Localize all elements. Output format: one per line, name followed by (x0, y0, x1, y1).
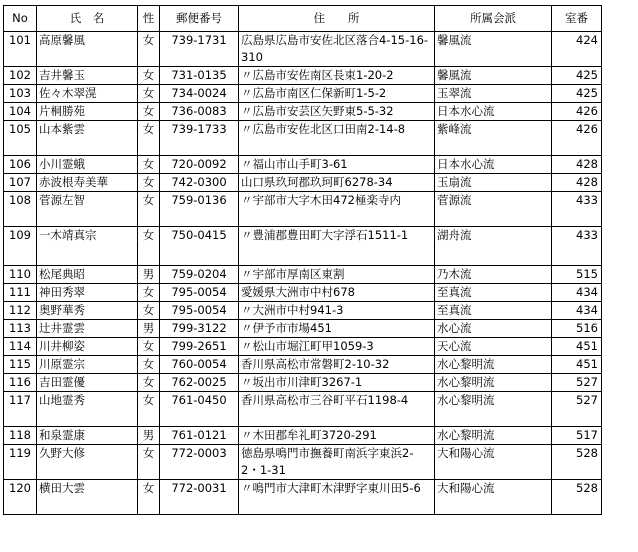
cell-sex: 女 (138, 227, 160, 266)
cell-room: 425 (552, 67, 602, 85)
cell-no: 117 (4, 392, 37, 427)
cell-name: 神田秀翠 (37, 284, 138, 302)
cell-address: 香川県高松市三谷町平石1198-4 (239, 392, 435, 427)
cell-room: 426 (552, 121, 602, 156)
cell-room: 433 (552, 192, 602, 227)
cell-name: 山本紫雲 (37, 121, 138, 156)
cell-no: 113 (4, 320, 37, 338)
cell-group: 天心流 (435, 338, 552, 356)
cell-zip: 731-0135 (160, 67, 239, 85)
cell-sex: 男 (138, 427, 160, 445)
cell-sex: 女 (138, 121, 160, 156)
cell-zip: 750-0415 (160, 227, 239, 266)
cell-address: 愛媛県大洲市中村678 (239, 284, 435, 302)
cell-name: 一木靖真宗 (37, 227, 138, 266)
cell-group: 馨風流 (435, 67, 552, 85)
cell-room: 451 (552, 338, 602, 356)
cell-group: 水心流 (435, 320, 552, 338)
cell-name: 山地霊秀 (37, 392, 138, 427)
cell-group: 水心黎明流 (435, 356, 552, 374)
cell-no: 120 (4, 480, 37, 515)
cell-sex: 女 (138, 156, 160, 174)
cell-room: 451 (552, 356, 602, 374)
cell-sex: 男 (138, 320, 160, 338)
cell-address: 〃松山市堀江町甲1059-3 (239, 338, 435, 356)
cell-group: 菅源流 (435, 192, 552, 227)
table-row (4, 192, 602, 227)
member-directory (3, 5, 602, 515)
cell-address: 〃木田郡牟礼町3720-291 (239, 427, 435, 445)
cell-group: 至真流 (435, 302, 552, 320)
cell-zip: 734-0024 (160, 85, 239, 103)
table-row (4, 302, 602, 320)
cell-name: 吉井馨玉 (37, 67, 138, 85)
cell-no: 108 (4, 192, 37, 227)
cell-zip: 720-0092 (160, 156, 239, 174)
cell-no: 118 (4, 427, 37, 445)
cell-no: 110 (4, 266, 37, 284)
cell-room: 433 (552, 227, 602, 266)
cell-group: 紫峰流 (435, 121, 552, 156)
cell-sex: 女 (138, 32, 160, 67)
cell-zip: 759-0204 (160, 266, 239, 284)
cell-no: 119 (4, 445, 37, 480)
cell-name: 川原霊宗 (37, 356, 138, 374)
cell-room: 527 (552, 392, 602, 427)
table-row (4, 445, 602, 480)
cell-name: 奥野華秀 (37, 302, 138, 320)
cell-name: 赤波根寿美華 (37, 174, 138, 192)
table-row (4, 392, 602, 427)
cell-no: 106 (4, 156, 37, 174)
cell-sex: 女 (138, 480, 160, 515)
cell-zip: 742-0300 (160, 174, 239, 192)
cell-name: 小川霊蛾 (37, 156, 138, 174)
cell-address: 徳島県鳴門市撫養町南浜字東浜2-2・1-31 (239, 445, 435, 480)
cell-sex: 女 (138, 85, 160, 103)
header-sex: 性 (138, 6, 160, 32)
cell-no: 105 (4, 121, 37, 156)
header-address: 住 所 (239, 6, 435, 32)
cell-sex: 女 (138, 174, 160, 192)
cell-sex: 女 (138, 192, 160, 227)
cell-no: 115 (4, 356, 37, 374)
cell-room: 425 (552, 85, 602, 103)
cell-group: 至真流 (435, 284, 552, 302)
cell-no: 101 (4, 32, 37, 67)
cell-sex: 女 (138, 302, 160, 320)
header-group: 所属会派 (435, 6, 552, 32)
cell-no: 107 (4, 174, 37, 192)
cell-no: 116 (4, 374, 37, 392)
cell-room: 424 (552, 32, 602, 67)
header-row (4, 6, 602, 32)
cell-sex: 女 (138, 392, 160, 427)
cell-room: 516 (552, 320, 602, 338)
cell-address: 〃坂出市川津町3267-1 (239, 374, 435, 392)
cell-address: 〃豊浦郡豊田町大字浮石1511-1 (239, 227, 435, 266)
member-table (3, 5, 602, 515)
cell-sex: 男 (138, 266, 160, 284)
table-row (4, 374, 602, 392)
cell-zip: 739-1733 (160, 121, 239, 156)
table-row (4, 266, 602, 284)
header-no: No (4, 6, 37, 32)
table-row (4, 121, 602, 156)
cell-name: 川井柳姿 (37, 338, 138, 356)
cell-name: 横田大雲 (37, 480, 138, 515)
cell-room: 426 (552, 103, 602, 121)
table-row (4, 85, 602, 103)
cell-zip: 736-0083 (160, 103, 239, 121)
cell-zip: 739-1731 (160, 32, 239, 67)
cell-no: 102 (4, 67, 37, 85)
cell-room: 434 (552, 284, 602, 302)
cell-sex: 女 (138, 374, 160, 392)
cell-name: 久野大修 (37, 445, 138, 480)
cell-address: 山口県玖珂郡玖珂町6278-34 (239, 174, 435, 192)
table-row (4, 284, 602, 302)
cell-no: 112 (4, 302, 37, 320)
cell-group: 水心黎明流 (435, 374, 552, 392)
cell-name: 菅源左智 (37, 192, 138, 227)
cell-no: 104 (4, 103, 37, 121)
cell-sex: 女 (138, 67, 160, 85)
cell-sex: 女 (138, 338, 160, 356)
cell-room: 428 (552, 156, 602, 174)
table-row (4, 227, 602, 266)
cell-name: 高原馨風 (37, 32, 138, 67)
cell-address: 広島県広島市安佐北区落合4-15-16-310 (239, 32, 435, 67)
table-row (4, 480, 602, 515)
header-room: 室番 (552, 6, 602, 32)
table-row (4, 338, 602, 356)
cell-group: 水心黎明流 (435, 427, 552, 445)
cell-zip: 795-0054 (160, 302, 239, 320)
cell-zip: 799-2651 (160, 338, 239, 356)
cell-zip: 799-3122 (160, 320, 239, 338)
cell-address: 〃大洲市中村941-3 (239, 302, 435, 320)
cell-name: 佐々木翠滉 (37, 85, 138, 103)
cell-address: 香川県高松市常磐町2-10-32 (239, 356, 435, 374)
cell-sex: 女 (138, 284, 160, 302)
cell-room: 528 (552, 480, 602, 515)
cell-zip: 761-0121 (160, 427, 239, 445)
cell-room: 515 (552, 266, 602, 284)
cell-address: 〃広島市安佐南区長束1-20-2 (239, 67, 435, 85)
cell-room: 517 (552, 427, 602, 445)
cell-address: 〃広島市南区仁保新町1-5-2 (239, 85, 435, 103)
cell-no: 103 (4, 85, 37, 103)
table-row (4, 427, 602, 445)
table-row (4, 32, 602, 67)
cell-address: 〃宇部市厚南区東割 (239, 266, 435, 284)
cell-group: 大和陽心流 (435, 445, 552, 480)
cell-group: 玉扇流 (435, 174, 552, 192)
cell-group: 日本水心流 (435, 156, 552, 174)
cell-name: 辻井霊雲 (37, 320, 138, 338)
table-row (4, 356, 602, 374)
cell-room: 428 (552, 174, 602, 192)
cell-name: 片桐勝苑 (37, 103, 138, 121)
cell-zip: 772-0031 (160, 480, 239, 515)
cell-no: 111 (4, 284, 37, 302)
cell-group: 水心黎明流 (435, 392, 552, 427)
cell-address: 〃広島市安芸区矢野東5-5-32 (239, 103, 435, 121)
cell-address: 〃福山市山手町3-61 (239, 156, 435, 174)
cell-sex: 女 (138, 103, 160, 121)
table-row (4, 174, 602, 192)
cell-room: 528 (552, 445, 602, 480)
cell-address: 〃宇部市大字木田472極楽寺内 (239, 192, 435, 227)
cell-no: 109 (4, 227, 37, 266)
cell-zip: 759-0136 (160, 192, 239, 227)
cell-group: 乃木流 (435, 266, 552, 284)
table-row (4, 103, 602, 121)
cell-no: 114 (4, 338, 37, 356)
table-row (4, 156, 602, 174)
header-zip: 郵便番号 (160, 6, 239, 32)
cell-name: 松尾典昭 (37, 266, 138, 284)
cell-room: 434 (552, 302, 602, 320)
cell-zip: 762-0025 (160, 374, 239, 392)
cell-group: 玉翠流 (435, 85, 552, 103)
cell-address: 〃広島市安佐北区口田南2-14-8 (239, 121, 435, 156)
cell-sex: 女 (138, 356, 160, 374)
cell-name: 吉田霊優 (37, 374, 138, 392)
cell-group: 大和陽心流 (435, 480, 552, 515)
cell-zip: 772-0003 (160, 445, 239, 480)
table-row (4, 320, 602, 338)
cell-address: 〃伊予市市場451 (239, 320, 435, 338)
cell-room: 527 (552, 374, 602, 392)
cell-address: 〃鳴門市大津町木津野字東川田5-6 (239, 480, 435, 515)
cell-group: 湖舟流 (435, 227, 552, 266)
cell-zip: 761-0450 (160, 392, 239, 427)
cell-zip: 760-0054 (160, 356, 239, 374)
cell-group: 日本水心流 (435, 103, 552, 121)
cell-name: 和泉霊康 (37, 427, 138, 445)
cell-zip: 795-0054 (160, 284, 239, 302)
table-row (4, 67, 602, 85)
cell-group: 馨風流 (435, 32, 552, 67)
cell-sex: 女 (138, 445, 160, 480)
header-name: 氏 名 (37, 6, 138, 32)
